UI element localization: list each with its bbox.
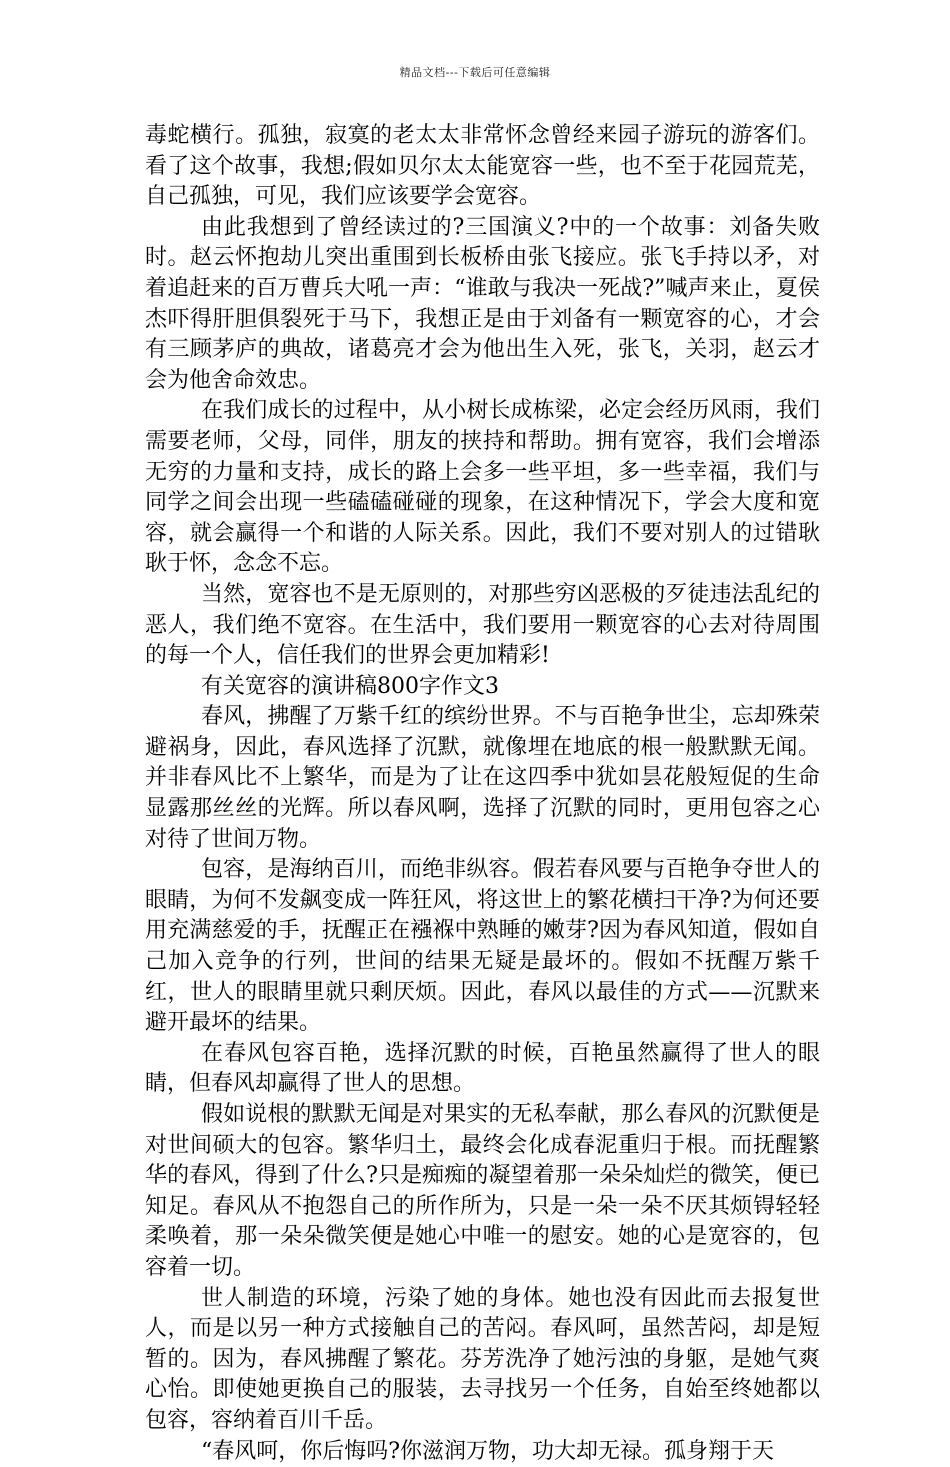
paragraph-tolerance: 包容，是海纳百川，而绝非纵容。假若春风要与百艳争夺世人的眼睛，为何不发飙变成一阵狂风，将这世上的繁花横扫干净?为何还要用充满慈爱的手，抚醒正在襁褓中熟睡的嫩芽?因为春风知道，假如自己加入竞争的行列，世间的结果无疑是最坏的。假如不抚醒万紫千红，世人的眼睛里就只剩厌烦。因此，春风以最佳的方式——沉默来避开最坏的结果。 <box>145 857 820 1036</box>
paragraph-silence: 在春风包容百艳，选择沉默的时候，百艳虽然赢得了世人的眼睛，但春风却赢得了世人的思想。 <box>145 1040 820 1097</box>
paragraph-environment: 世人制造的环境，污染了她的身体。她也没有因此而去报复世人，而是以另一种方式接触自己的苦闷。春风呵，虽然苦闷，却是短暂的。因为，春风拂醒了繁花。芬芳洗净了她污浊的身躯，是她气爽心怡。即使她更换自己的服装，去寻找另一个任务，自始至终她都以包容，容纳着百川千岳。 <box>145 1285 820 1433</box>
page-header: 精品文档---下载后可任意编辑 <box>399 66 551 79</box>
paragraph-spring-wind: 春风，拂醒了万紫千红的缤纷世界。不与百艳争世尘，忘却殊荣避祸身，因此，春风选择了沉默，就像埋在地底的根一般默默无闻。并非春风比不上繁华，而是为了让在这四季中犹如昙花般短促的生命显露那丝丝的光辉。所以春风啊，选择了沉默的同时，更用包容之心对待了世间万物。 <box>145 704 820 852</box>
essay-heading: 有关宽容的演讲稿800字作文3 <box>201 673 499 699</box>
paragraph-roots: 假如说根的默默无闻是对果实的无私奉献，那么春风的沉默便是对世间硕大的包容。繁华归土，最终会化成春泥重归于根。而抚醒繁华的春风，得到了什么?只是痴痴的凝望着那一朵朵灿烂的微笑，便已知足。春风从不抱怨自己的所作所为，只是一朵一朵不厌其烦锝轻轻柔唤着，那一朵朵微笑便是她心中唯一的慰安。她的心是宽容的，包容着一切。 <box>145 1102 820 1280</box>
paragraph-principle: 当然，宽容也不是无原则的，对那些穷凶恶极的歹徒违法乱纪的恶人，我们绝不宽容。在生活中，我们要用一颗宽容的心去对待周围的每一个人，信任我们的世界会更加精彩! <box>145 581 820 669</box>
paragraph-growing-up: 在我们成长的过程中，从小树长成栋梁，必定会经历风雨，我们需要老师，父母，同伴，朋友的挟持和帮助。拥有宽容，我们会增添无穷的力量和支持，成长的路上会多一些平坦，多一些幸福，我们与同学之间会出现一些磕磕碰碰的现象，在这种情况下，学会大度和宽容，就会赢得一个和谐的人际关系。因此，我们不要对别人的过错耿耿于怀，念念不忘。 <box>145 398 820 577</box>
document-body <box>145 121 820 1467</box>
paragraph-continuation: 毒蛇横行。孤独，寂寞的老太太非常怀念曾经来园子游玩的游客们。看了这个故事，我想;假如贝尔太太能宽容一些，也不至于花园荒芜，自己孤独，可见，我们应该要学会宽容。 <box>145 123 820 210</box>
paragraph-question: “春风呵，你后悔吗?你滋润万物，功大却无禄。孤身翔于天 <box>201 1438 775 1464</box>
paragraph-three-kingdoms: 由此我想到了曾经读过的?三国演义?中的一个故事：刘备失败时。赵云怀抱劫儿突出重围到长板桥由张飞接应。张飞手持以矛，对着追赶来的百万曹兵大吼一声：“谁敢与我决一死战?”喊声来止，夏侯杰吓得肝胆俱裂死于马下，我想正是由于刘备有一颗宽容的心，才会有三顾茅庐的典故，诸葛亮才会为他出生入死，张飞，关羽，赵云才会为他舍命效忠。 <box>145 214 820 393</box>
